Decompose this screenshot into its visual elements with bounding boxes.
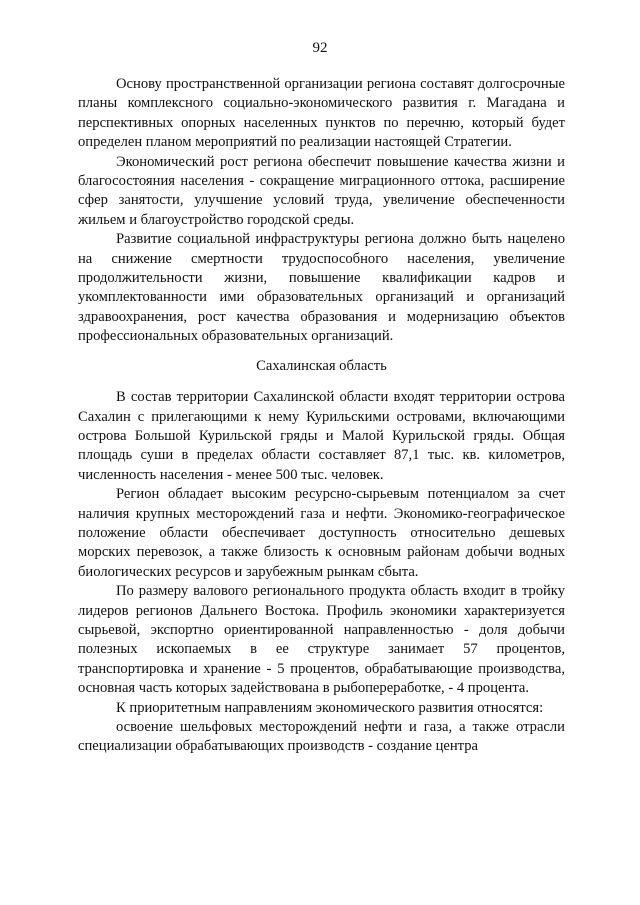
paragraph: По размеру валового регионального продукта область входит в тройку лидеров регионов Дальнего Востока. Профиль экономики характеризуется сырьевой, экспортно ориентированной направленностью - доля добычи полезных ископаемых в ее структуре занимает 57 процентов, транспортировка и хранение - 5 процентов, обрабатывающие производства, основная часть которых задействована в рыбопереработке, - 4 процента. — [78, 583, 565, 697]
paragraph: В состав территории Сахалинской области входят территории острова Сахалин с прилегающими к нему Курильскими островами, включающими острова Большой Курильской гряды и Малой Курильской гряды. Общая площадь суши в пределах области составляет 87,1 тыс. кв. километров, численность населения - менее 500 тыс. человек. — [78, 389, 565, 483]
paragraph: Экономический рост региона обеспечит повышение качества жизни и благосостояния населения - сокращение миграционного оттока, расширение сфер занятости, улучшение условий труда, увеличение обеспеченности жильем и благоустройство городской среды. — [78, 153, 565, 228]
document-body — [78, 75, 565, 757]
page-number: 92 — [312, 40, 328, 56]
paragraph: Основу пространственной организации региона составят долгосрочные планы комплексного социально-экономического развития г. Магадана и перспективных опорных населенных пунктов по перечню, который будет определен планом мероприятий по реализации настоящей Стратегии. — [78, 76, 565, 151]
section-heading: Сахалинская область — [256, 357, 387, 374]
paragraph: освоение шельфовых месторождений нефти и газа, а также отрасли специализации обрабатывающих производств - создание центра — [78, 719, 565, 755]
paragraph: К приоритетным направлениям экономического развития относятся: — [116, 699, 544, 716]
paragraph: Развитие социальной инфраструктуры региона должно быть нацелено на снижение смертности трудоспособного населения, увеличение продолжительности жизни, повышение квалификации кадров и укомплектованности ими образовательных организаций и организаций здравоохранения, рост качества образования и модернизацию объектов профессиональных образовательных организаций. — [78, 231, 565, 345]
paragraph: Регион обладает высоким ресурсно-сырьевым потенциалом за счет наличия крупных месторождений газа и нефти. Экономико-географическое положение области обеспечивает доступность относительно дешевых морских перевозок, а также близость к основным районам добычи водных биологических ресурсов и зарубежным рынкам сбыта. — [78, 486, 565, 580]
